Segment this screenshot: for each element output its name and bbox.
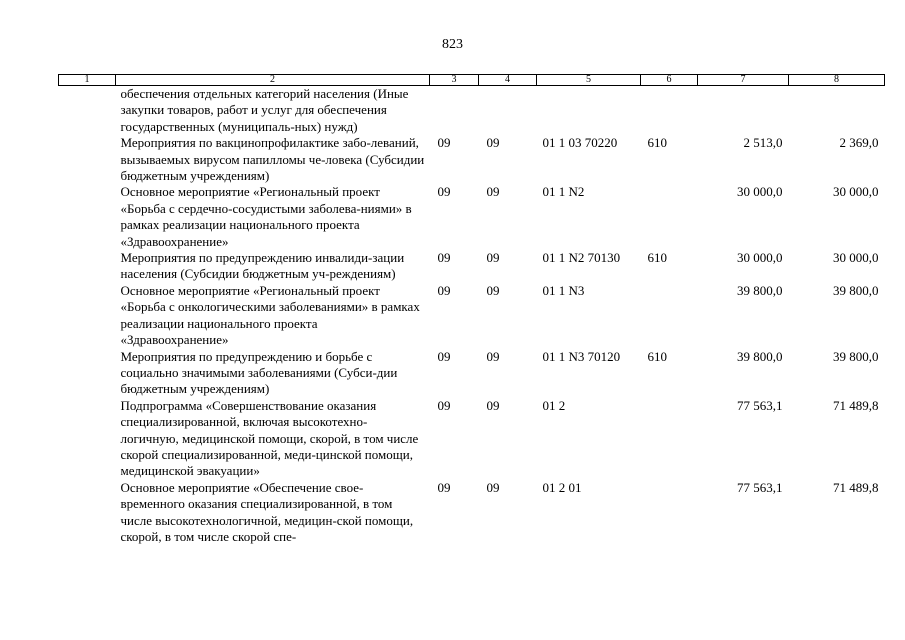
item-name-cell: Мероприятия по предупреждению и борьбе с социально значимыми заболеваниями (Субси-дии бюджетным учреждениям) [120, 348, 398, 397]
amount-year-1-cell: 2 513,0 [743, 135, 783, 151]
expense-type-code-cell [641, 480, 698, 546]
expense-type-code-cell: 610 [647, 348, 667, 364]
amount-year-1-cell: 77 563,1 [737, 397, 783, 413]
section-code-cell: 09 [437, 282, 451, 298]
item-name-cell: Основное мероприятие «Обеспечение свое-временного оказания специализированной, в том числе высокотехнологичной, медицин-ской помощи, скорой, в том числе скорой спе- [120, 479, 414, 544]
table-row [59, 184, 885, 250]
amount-year-2-cell: 71 489,8 [833, 397, 879, 413]
amount-year-2-cell [789, 86, 885, 136]
subsection-code-cell: 09 [486, 282, 500, 298]
item-name-cell: Основное мероприятие «Региональный проект «Борьба с сердечно-сосудистыми заболева-ниями» в рамках реализации национального проекта «Здравоохранение» [120, 184, 412, 249]
column-header-7: 7 [698, 75, 789, 86]
column-header-1: 1 [59, 75, 116, 86]
table-row [59, 86, 885, 136]
section-code-cell: 09 [437, 135, 451, 151]
amount-year-2-cell: 30 000,0 [833, 250, 879, 266]
table-row [59, 480, 885, 546]
section-code-cell: 09 [437, 479, 451, 495]
expense-type-code-cell [641, 184, 698, 250]
page-number: 823 [442, 37, 463, 52]
row-number-cell [59, 135, 116, 184]
target-item-code-cell: 01 1 N2 70130 [542, 250, 621, 266]
section-code-cell: 09 [437, 348, 451, 364]
table-row [59, 135, 885, 184]
amount-year-1-cell: 39 800,0 [737, 348, 783, 364]
amount-year-1-cell: 30 000,0 [737, 250, 783, 266]
target-item-code-cell: 01 1 N3 [542, 282, 585, 298]
amount-year-2-cell: 2 369,0 [839, 135, 879, 151]
row-number-cell [59, 184, 116, 250]
section-code-cell: 09 [437, 250, 451, 266]
expense-type-code-cell [641, 86, 698, 136]
row-number-cell [59, 283, 116, 349]
table-row [59, 398, 885, 480]
target-item-code-cell: 01 2 [542, 397, 566, 413]
column-header-4: 4 [479, 75, 537, 86]
item-name-cell: Мероприятия по предупреждению инвалиди-зации населения (Субсидии бюджетным уч-реждениям) [120, 250, 405, 282]
row-number-cell [59, 480, 116, 546]
item-name-cell: Мероприятия по вакцинопрофилактике забо-леваний, вызываемых вирусом папилломы че-ловека (Субсидии бюджетным учреждениям) [120, 135, 425, 184]
section-code-cell: 09 [437, 397, 451, 413]
table-row [59, 283, 885, 349]
column-header-2: 2 [116, 75, 430, 86]
row-number-cell [59, 250, 116, 283]
subsection-code-cell [479, 86, 537, 136]
subsection-code-cell: 09 [486, 348, 500, 364]
amount-year-2-cell: 71 489,8 [833, 479, 879, 495]
column-header-5: 5 [537, 75, 641, 86]
column-header-3: 3 [430, 75, 479, 86]
amount-year-1-cell: 39 800,0 [737, 282, 783, 298]
table-row [59, 349, 885, 398]
item-name-cell: Основное мероприятие «Региональный проект «Борьба с онкологическими заболеваниями» в рамках реализации национального проекта «Здравоохранение» [120, 282, 420, 348]
amount-year-1-cell: 77 563,1 [737, 479, 783, 495]
row-number-cell [59, 398, 116, 480]
row-number-cell [59, 349, 116, 398]
target-item-code-cell [537, 86, 641, 136]
amount-year-1-cell [698, 86, 789, 136]
subsection-code-cell: 09 [486, 135, 500, 151]
subsection-code-cell: 09 [486, 184, 500, 200]
target-item-code-cell: 01 1 N3 70120 [542, 348, 621, 364]
amount-year-1-cell: 30 000,0 [737, 184, 783, 200]
expense-type-code-cell [641, 283, 698, 349]
target-item-code-cell: 01 1 03 70220 [542, 135, 618, 151]
row-number-cell [59, 86, 116, 136]
table-row [59, 250, 885, 283]
target-item-code-cell: 01 2 01 [542, 479, 582, 495]
item-name-cell: Подпрограмма «Совершенствование оказания специализированной, включая высокотехно-логичную, медицинской помощи, скорой, в том числе скорой специализированной, меди-цинской помощи, медицинской эвакуации» [120, 397, 419, 479]
subsection-code-cell: 09 [486, 397, 500, 413]
section-code-cell: 09 [437, 184, 451, 200]
expense-type-code-cell [641, 398, 698, 480]
column-number-header-row [59, 75, 885, 86]
target-item-code-cell: 01 1 N2 [542, 184, 585, 200]
expense-type-code-cell: 610 [647, 250, 667, 266]
column-header-8: 8 [789, 75, 885, 86]
subsection-code-cell: 09 [486, 479, 500, 495]
expense-type-code-cell: 610 [647, 135, 667, 151]
section-code-cell [430, 86, 479, 136]
subsection-code-cell: 09 [486, 250, 500, 266]
budget-table [58, 74, 885, 545]
column-header-6: 6 [641, 75, 698, 86]
amount-year-2-cell: 30 000,0 [833, 184, 879, 200]
amount-year-2-cell: 39 800,0 [833, 282, 879, 298]
amount-year-2-cell: 39 800,0 [833, 348, 879, 364]
item-name-cell: обеспечения отдельных категорий населения (Иные закупки товаров, работ и услуг для обеспечения государственных (муниципаль-ных) нужд) [120, 86, 409, 134]
